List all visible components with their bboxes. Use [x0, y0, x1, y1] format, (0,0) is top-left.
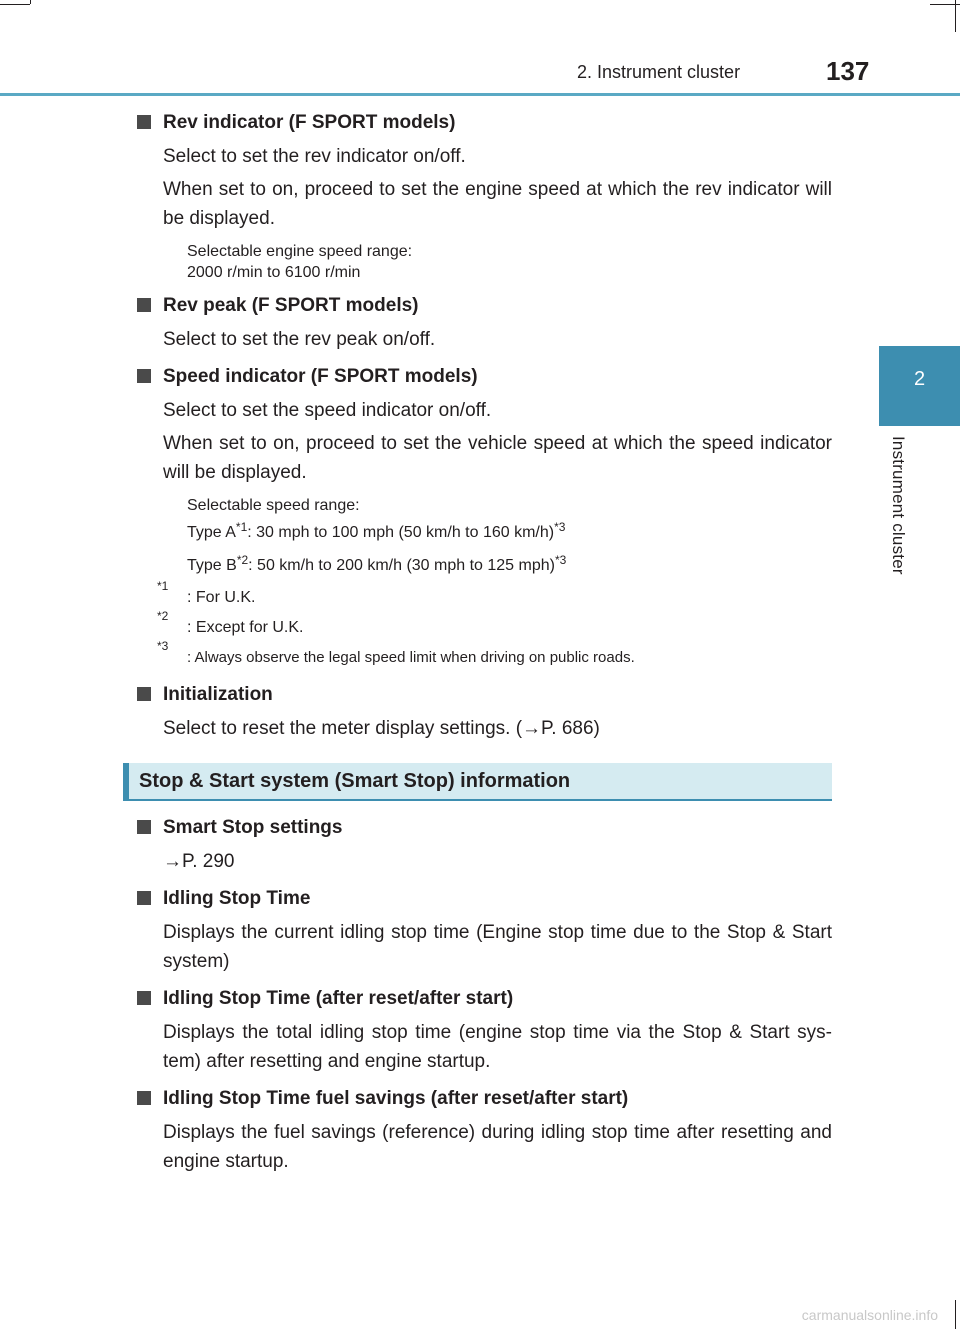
square-bullet-icon — [137, 115, 151, 129]
item-title: Idling Stop Time (after reset/after start) — [137, 984, 832, 1014]
item-text: Select to set the rev indicator on/off. — [163, 146, 466, 167]
note-line: Selectable engine speed range: — [187, 243, 413, 260]
item-text: Displays the current idling stop time (Engine stop time due to the Stop & Start system) — [163, 922, 832, 972]
footnote: *2 : Except for U.K. — [157, 609, 304, 636]
footnote: *1 : For U.K. — [157, 579, 256, 606]
item-title: Rev peak (F SPORT models) — [137, 291, 832, 321]
item-text: Select to set the speed indicator on/off. — [163, 400, 492, 421]
item-title: Idling Stop Time fuel savings (after reset/after start) — [137, 1084, 832, 1114]
note-line: Type $A^{*1}$: 30 mph to 100 mph (50 km/h to 160 km/h)$^{*3}$ — [187, 520, 566, 541]
square-bullet-icon — [137, 1091, 151, 1105]
chapter-label: Instrument cluster — [889, 436, 908, 575]
item-text: Displays the total idling stop time (engine stop time via the Stop & Start sys-tem) after resetting and engine startup. — [163, 1022, 832, 1072]
watermark: carmanualsonline.info — [801, 1307, 938, 1323]
page-number: 137 — [826, 56, 870, 86]
note-block — [187, 495, 832, 576]
crop-mark — [955, 0, 956, 32]
square-bullet-icon — [137, 369, 151, 383]
item-text: When set to on, proceed to set the vehicle speed at which the speed indicator will be displayed. — [163, 433, 832, 483]
item-text: Select to reset the meter display settings. (→P. 686) — [163, 718, 600, 739]
section-heading: Stop & Start system (Smart Stop) information — [123, 763, 832, 801]
note-line: Type $B^{*2}$: 50 km/h to 200 km/h (30 mph to 125 mph)$^{*3}$ — [187, 553, 567, 574]
item-title: Speed indicator (F SPORT models) — [137, 362, 832, 392]
item-text: When set to on, proceed to set the engine speed at which the rev indicator will be displayed. — [163, 179, 832, 229]
square-bullet-icon — [137, 820, 151, 834]
crop-mark — [30, 0, 31, 4]
footnote: *3 : Always observe the legal speed limit when driving on public roads. — [157, 639, 635, 666]
item-text: Displays the fuel savings (reference) during idling stop time after resetting and engine startup. — [163, 1122, 832, 1172]
page-reference: →P. 290 — [163, 851, 235, 872]
item-title: Rev indicator (F SPORT models) — [137, 108, 832, 138]
item-title: Initialization — [137, 680, 832, 710]
item-text: Select to set the rev peak on/off. — [163, 329, 436, 350]
page-content — [137, 104, 832, 1176]
header-rule — [0, 93, 960, 96]
running-header: 2. Instrument cluster — [577, 62, 741, 82]
note-line: 2000 r/min to 6100 r/min — [187, 264, 361, 281]
note-line: Selectable speed range: — [187, 497, 360, 514]
chapter-tab — [879, 346, 960, 426]
square-bullet-icon — [137, 298, 151, 312]
square-bullet-icon — [137, 891, 151, 905]
item-title: Smart Stop settings — [137, 813, 832, 843]
crop-mark — [955, 1300, 956, 1329]
square-bullet-icon — [137, 991, 151, 1005]
square-bullet-icon — [137, 687, 151, 701]
chapter-number: 2 — [913, 368, 926, 390]
note-block — [187, 241, 832, 283]
item-title: Idling Stop Time — [137, 884, 832, 914]
crop-mark — [0, 4, 30, 5]
